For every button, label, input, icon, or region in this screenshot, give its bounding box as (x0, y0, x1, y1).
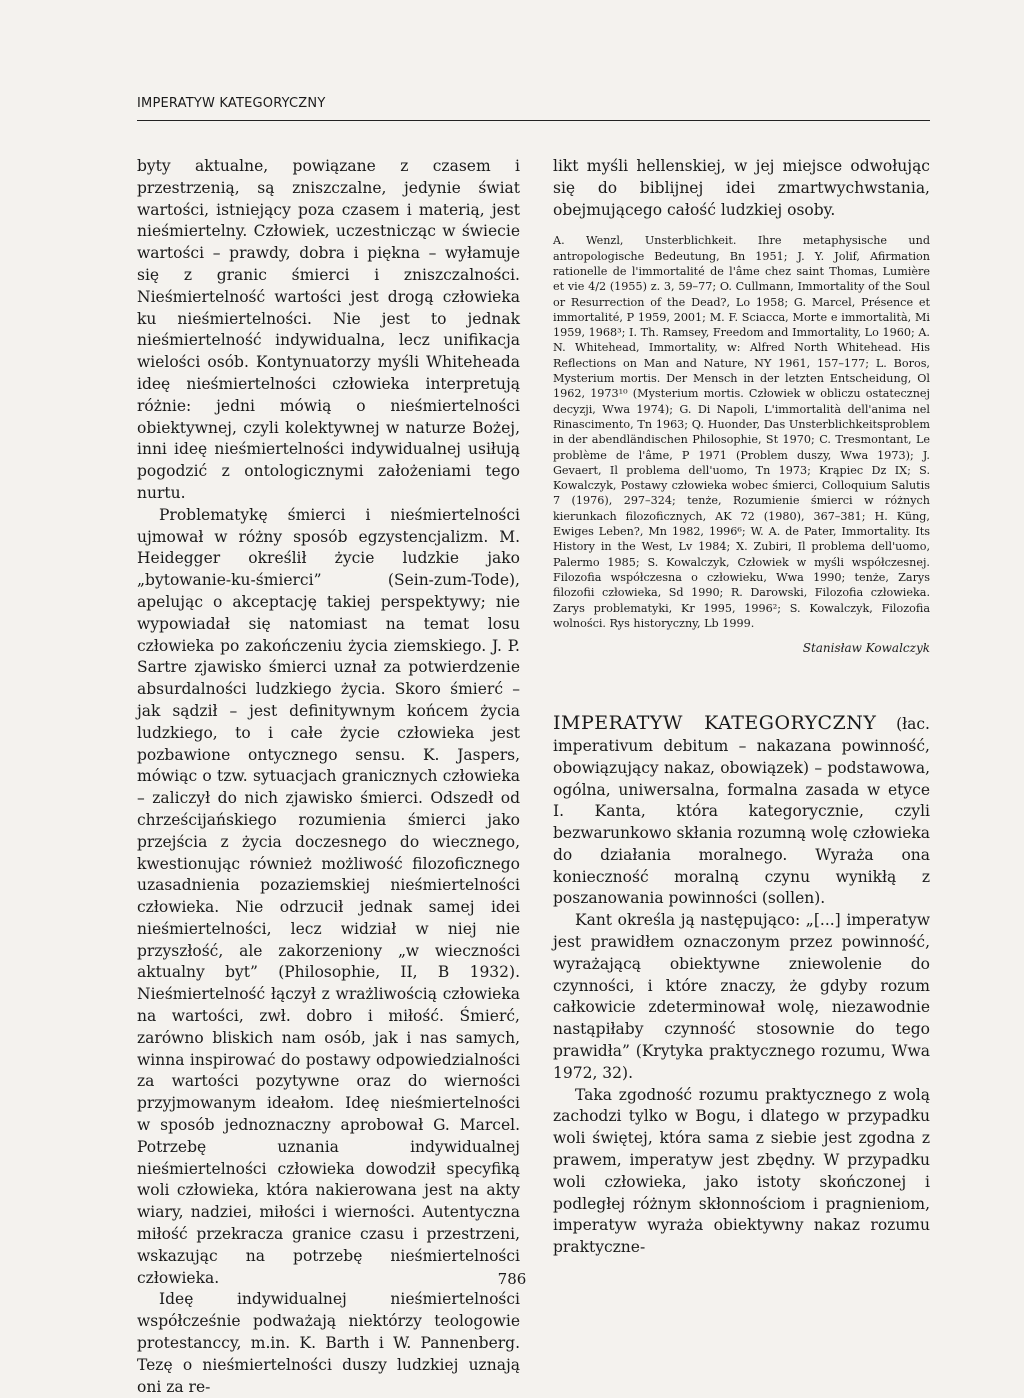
paragraph: Problematykę śmierci i nieśmiertelności ujmował w różny sposób egzystencjalizm. M. Heidegger określił życie ludzkie jako „bytowanie-ku-śmierci” (Sein-zum-Tode), apelując o akceptację takiej perspektywy; nie wypowiadał się natomiast na temat losu człowieka po zakończeniu życia ziemskiego. J. P. Sartre zjawisko śmierci uznał za potwierdzenie absurdalności ludzkiego życia. Skoro śmierć – jak sądził – jest definitywnym końcem życia ludzkiego, to i całe życie człowieka jest pozbawione ontycznego sensu. K. Jaspers, mówiąc o tzw. sytuacjach granicznych człowieka – zaliczył do nich zjawisko śmierci. Odszedł od chrześcijańskiego rozumienia śmierci jako przejścia z życia doczesnego do wiecznego, kwestionując również możliwość filozoficznego uzasadnienia pozaziemskiej nieśmiertelności człowieka. Nie odrzucił jednak samej idei nieśmiertelności, lecz widział w niej nie przyszłość, ale zakorzeniony „w wieczności aktualny byt” (Philosophie, II, B 1932). Nieśmiertelność łączył z wrażliwością człowieka na wartości, zwł. dobro i miłość. Śmierć, zarówno bliskich nam osób, jak i nas samych, winna inspirować do postawy odpowiedzialności za wartości pozytywne oraz do wierności przyjmowanym ideałom. Ideę nieśmiertelności w sposób jednoznaczny aprobował G. Marcel. Potrzebę uznania indywidualnej nieśmiertelności człowieka dowodził specyfiką woli człowieka, która nakierowana jest na akty wiary, nadziei, miłości i wierności. Autentyczna miłość przekracza granice czasu i przestrzeni, wskazując na potrzebę nieśmiertelności człowieka. (137, 505, 520, 1287)
entry-headword: IMPERATYW KATEGORYCZNY (553, 712, 877, 735)
entry-definition-paragraph (553, 713, 930, 910)
paragraph: Kant określa ją następująco: „[...] imperatyw jest prawidłem oznaczonym przez powinność, wyrażającą obiektywne zniewolenie do czynności, i które znaczy, że gdyby rozum całkowicie zdeterminował wolę, niezawodnie nastąpiłaby czynność stosownie do tego prawidła” (Krytyka praktycznego rozumu, Wwa 1972, 32). (553, 911, 930, 1082)
page-number: 786 (497, 1270, 527, 1288)
paragraph-continuation: likt myśli hellenskiej, w jej miejsce odwołując się do biblijnej idei zmartwychwstania, obejmującego całość ludzkiej osoby. (553, 157, 930, 219)
dictionary-entry (553, 713, 930, 1259)
paragraph: Taka zgodność rozumu praktycznego z wolą zachodzi tylko w Bogu, i dlatego w przypadku woli świętej, która sama z siebie jest zgodna z prawem, imperatyw jest zbędny. W przypadku woli człowieka, jako istoty skończonej i podległej różnym skłonnościom i pragnieniom, imperatyw wyraża obiektywny nakaz rozumu praktyczne- (553, 1085, 930, 1257)
article-author: Stanisław Kowalczyk (802, 641, 930, 656)
entry-definition: (łac. imperativum debitum – nakazana powinność, obowiązujący nakaz, obowiązek) – podstawowa, ogólna, uniwersalna, formalna zasada w etyce I. Kanta, która kategorycznie, czyli bezwarunkowo skłania rozumną wolę człowieka do działania moralnego. Wyraża ona konieczność moralną czynu wynikłą z poszanowania powinności (sollen). (553, 715, 930, 908)
right-column (553, 156, 930, 1259)
running-title: IMPERATYW KATEGORYCZNY (137, 96, 326, 111)
paragraph: byty aktualne, powiązane z czasem i przestrzenią, są zniszczalne, jedynie świat wartości, istniejący poza czasem i materią, jest nieśmiertelny. Człowiek, uczestnicząc w świecie wartości – prawdy, dobra i piękna – wyłamuje się z granic śmierci i zniszczalności. Nieśmiertelność wartości jest drogą człowieka ku nieśmiertelności. Nie jest to jednak nieśmiertelność indywidualna, lecz unifikacja wielości osób. Kontynuatorzy myśli Whiteheada ideę nieśmiertelności człowieka interpretują różnie: jedni mówią o nieśmiertelności obiektywnej, czyli kolektywnej w naturze Bożej, inni ideę nieśmiertelności indywidualnej usiłują pogodzić z ontologicznymi założeniami tego nurtu. (137, 157, 520, 502)
bibliography: A. Wenzl, Unsterblichkeit. Ihre metaphysische und antropologische Bedeutung, Bn 1951; J. Y. Jolif, Afirmation rationelle de l'immortalité de l'âme chez saint Thomas, Lumière et vie 4/2 (1955) z. 3, 59–77; O. Cullmann, Immortality of the Soul or Resurrection of the Dead?, Lo 1958; G. Marcel, Présence et immortalité, P 1959, 2001; M. F. Sciacca, Morte e immortalità, Mi 1959, 1968³; I. Th. Ramsey, Freedom and Immortality, Lo 1960; A. N. Whitehead, Immortality, w: Alfred North Whitehead. His Reflections on Man and Nature, NY 1961, 157–177; L. Boros, Mysterium mortis. Der Mensch in der letzten Entscheidung, Ol 1962, 1973¹⁰ (Mysterium mortis. Człowiek w obliczu ostatecznej decyzji, Wwa 1974); G. Di Napoli, L'immortalità dell'anima nel Rinascimento, Tn 1963; Q. Huonder, Das Unsterblichkeitsproblem in der abendländischen Philosophie, St 1970; C. Tresmontant, Le problème de l'âme, P 1971 (Problem duszy, Wwa 1973); J. Gevaert, Il problema dell'uomo, Tn 1973; Krąpiec Dz IX; S. Kowalczyk, Postawy człowieka wobec śmierci, Colloquium Salutis 7 (1976), 297–324; tenże, Rozumienie śmierci w różnych kierunkach filozoficznych, AK 72 (1980), 367–381; H. Küng, Ewiges Leben?, Mn 1982, 1996⁶; W. A. de Pater, Immortality. Its History in the West, Lv 1984; X. Zubiri, Il problema dell'uomo, Palermo 1985; S. Kowalczyk, Człowiek w myśli współczesnej. Filozofia współczesna o człowieku, Wwa 1990; tenże, Zarys filozofii człowieka, Sd 1990; R. Darowski, Filozofia człowieka. Zarys problematyki, Kr 1995, 1996²; S. Kowalczyk, Filozofia wolności. Rys historyczny, Lb 1999. (553, 234, 930, 630)
left-column (137, 156, 520, 1398)
paragraph: Ideę indywidualnej nieśmiertelności współcześnie podważają niektórzy teologowie protestanccy, m.in. K. Barth i W. Pannenberg. Tezę o nieśmiertelności duszy ludzkiej uznają oni za re- (137, 1290, 520, 1396)
header-rule (137, 120, 930, 121)
